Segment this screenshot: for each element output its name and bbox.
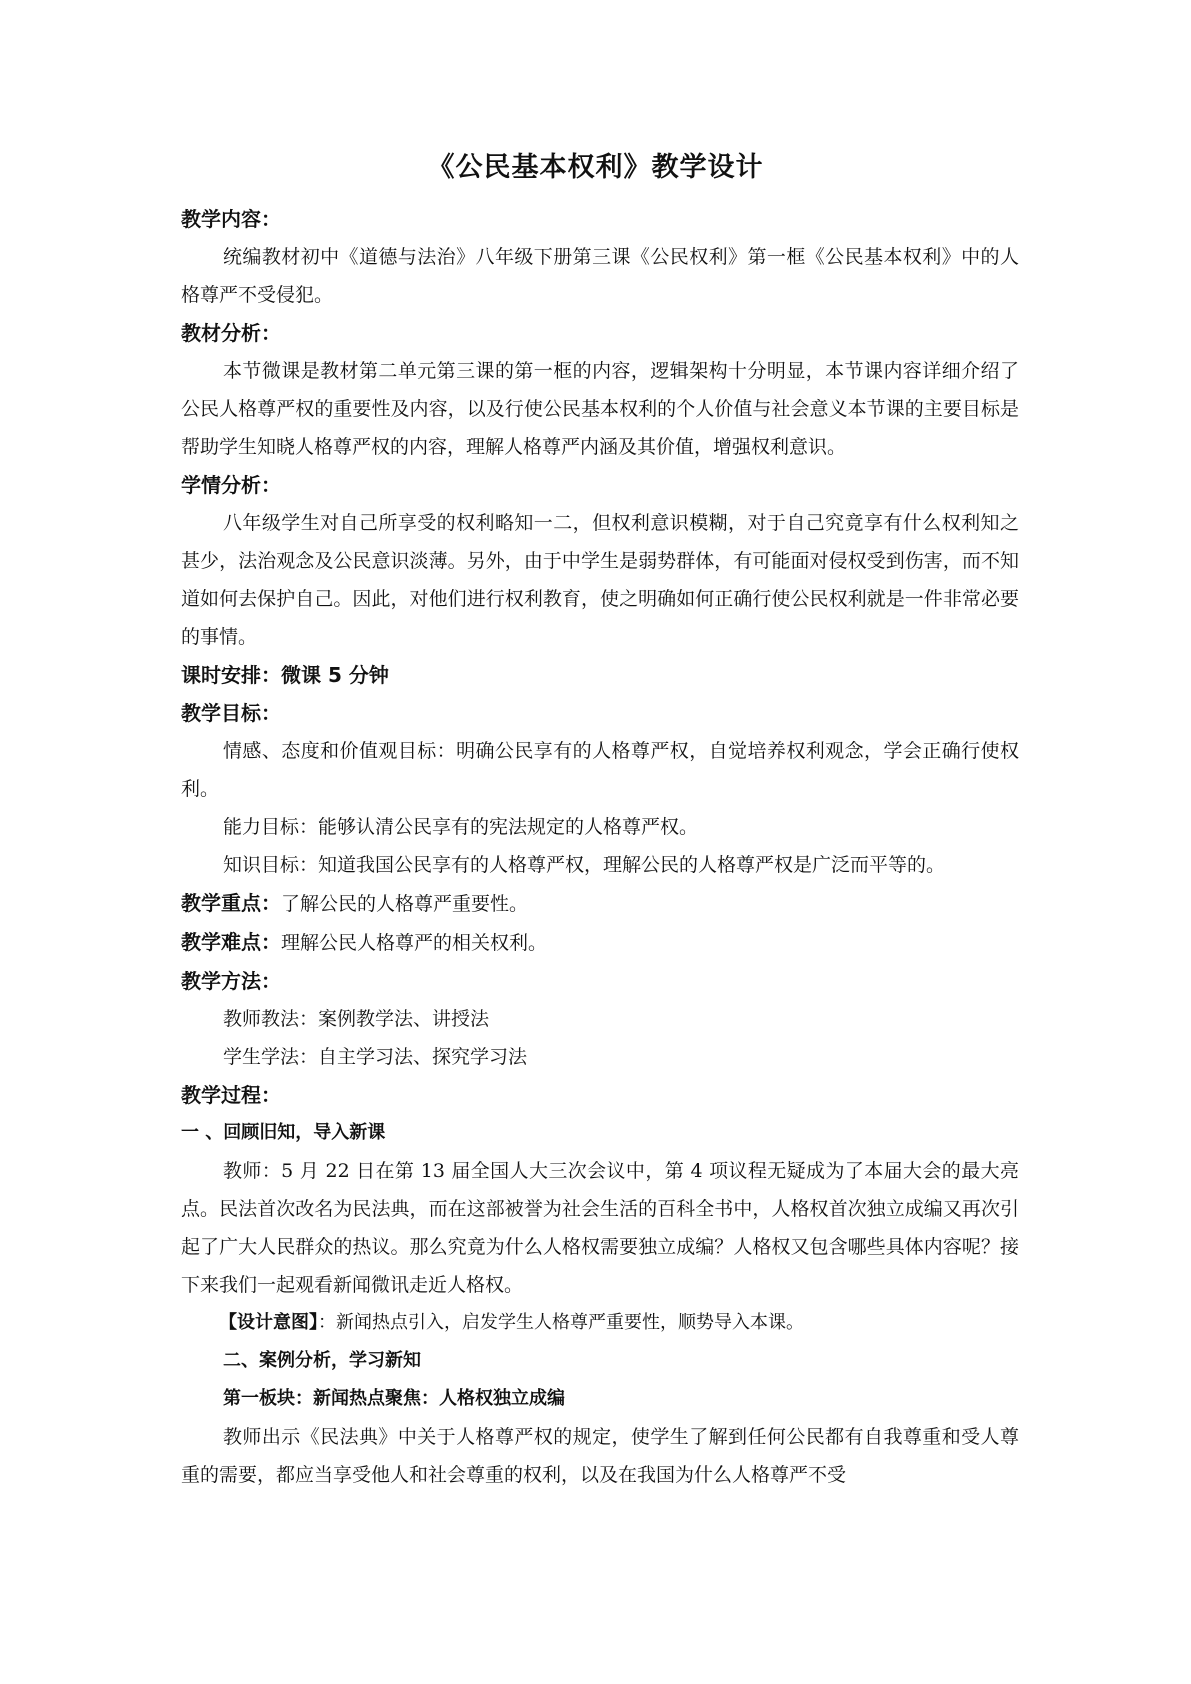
key-point-line: [181, 884, 1019, 923]
design-intent-line: [181, 1304, 1019, 1342]
design-intent-text: ：新闻热点引入，启发学生人格尊严重要性，顺势导入本课。: [318, 1312, 804, 1333]
material-paragraph: 本节微课是教材第二单元第三课的第一框的内容，逻辑架构十分明显，本节课内容详细介绍了公民人格尊严权的重要性及内容，以及行使公民基本权利的个人价值与社会意义本节课的主要目标是帮助学生知晓人格尊严权的内容，理解人格尊严内涵及其价值，增强权利意识。: [181, 360, 1019, 458]
learner-paragraph: 八年级学生对自己所享受的权利略知一二，但权利意识模糊，对于自己究竟享有什么权利知之甚少，法治观念及公民意识淡薄。另外，由于中学生是弱势群体，有可能面对侵权受到伤害，而不知道如何去保护自己。因此，对他们进行权利教育，使之明确如何正确行使公民权利就是一件非常必要的事情。: [181, 512, 1019, 648]
block1-heading: 第一板块：新闻热点聚焦：人格权独立成编: [223, 1388, 565, 1409]
section-heading-material: 教材分析：: [181, 321, 281, 345]
step2-heading: 二、案例分析，学习新知: [223, 1350, 421, 1371]
block1-paragraph: 教师出示《民法典》中关于人格尊严权的规定，使学生了解到任何公民都有自我尊重和受人尊重的需要，都应当享受他人和社会尊重的权利，以及在我国为什么人格尊严不受: [181, 1426, 1019, 1486]
step1-paragraph: 教师：5 月 22 日在第 13 届全国人大三次会议中，第 4 项议程无疑成为了本届大会的最大亮点。民法首次改名为民法典，而在这部被誉为社会生活的百科全书中，人格权首次独立成编又再次引起了广大人民群众的热议。那么究竟为什么人格权需要独立成编？人格权又包含哪些具体内容呢？接下来我们一起观看新闻微讯走近人格权。: [181, 1160, 1019, 1296]
section-heading-methods: 教学方法：: [181, 969, 281, 993]
student-method-paragraph: 学生学法：自主学习法、探究学习法: [223, 1046, 528, 1068]
content-paragraph: 统编教材初中《道德与法治》八年级下册第三课《公民权利》第一框《公民基本权利》中的人格尊严不受侵犯。: [181, 246, 1019, 306]
difficulty-label: 教学难点：: [181, 930, 281, 954]
step1-heading: 一 、回顾旧知，导入新课: [181, 1122, 386, 1143]
section-heading-process: 教学过程：: [181, 1083, 281, 1107]
section-heading-content: 教学内容：: [181, 207, 281, 231]
key-point-text: 了解公民的人格尊严重要性。: [281, 893, 529, 915]
section-heading-learner: 学情分析：: [181, 473, 281, 497]
goal-emotion-paragraph: 情感、态度和价值观目标：明确公民享有的人格尊严权，自觉培养权利观念，学会正确行使权利。: [181, 740, 1019, 800]
goal-ability-paragraph: 能力目标：能够认清公民享有的宪法规定的人格尊严权。: [223, 816, 699, 838]
section-heading-schedule: 课时安排：微课 5 分钟: [181, 663, 389, 687]
difficulty-line: [181, 923, 1019, 962]
difficulty-text: 理解公民人格尊严的相关权利。: [281, 932, 548, 954]
design-intent-label: 【设计意图】: [219, 1312, 318, 1333]
goal-knowledge-paragraph: 知识目标：知道我国公民享有的人格尊严权，理解公民的人格尊严权是广泛而平等的。: [223, 854, 946, 876]
teacher-method-paragraph: 教师教法：案例教学法、讲授法: [223, 1008, 490, 1030]
key-point-label: 教学重点：: [181, 891, 281, 915]
document-body: [181, 200, 1019, 1494]
document-title: 《公民基本权利》教学设计: [427, 152, 764, 183]
section-heading-goals: 教学目标：: [181, 701, 281, 725]
